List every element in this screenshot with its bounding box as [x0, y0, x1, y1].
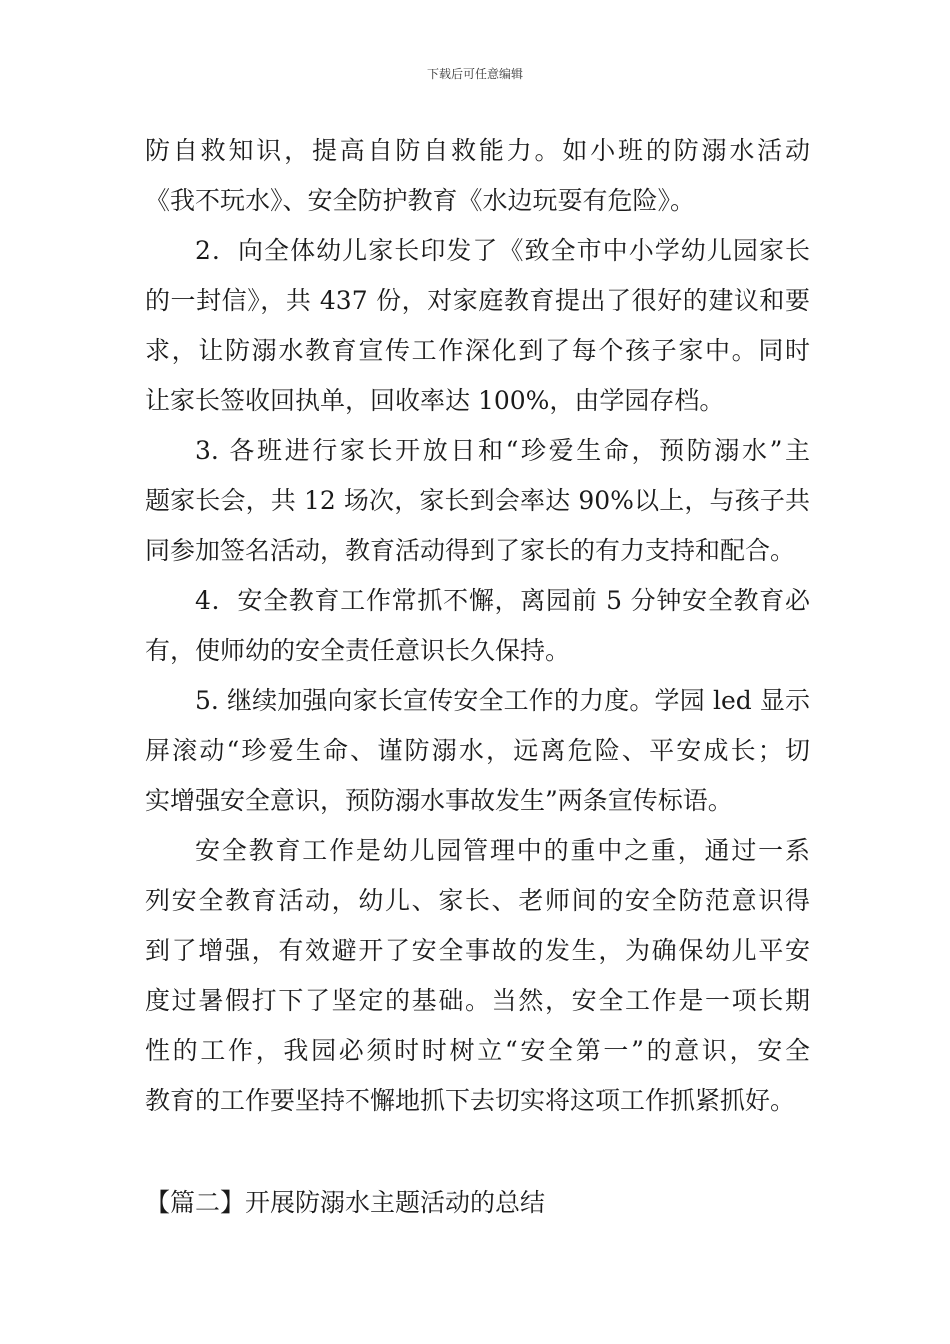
paragraph-line: 性的工作，我园必须时时树立“安全第一”的意识，安全 — [145, 1036, 810, 1065]
paragraph-line: 列安全教育活动，幼儿、家长、老师间的安全防范意识得 — [145, 886, 810, 915]
paragraph-line: 的一封信》，共 437 份，对家庭教育提出了很好的建议和要 — [145, 286, 810, 315]
paragraph-line: 到了增强，有效避开了安全事故的发生，为确保幼儿平安 — [145, 936, 810, 965]
paragraph-line: 教育的工作要坚持不懈地抓下去切实将这项工作抓紧抓好。 — [145, 1086, 796, 1115]
paragraph-line: 《我不玩水》、安全防护教育《水边玩耍有危险》。 — [145, 186, 696, 215]
paragraph-line: 5. 继续加强向家长宣传安全工作的力度。学园 led 显示 — [195, 686, 810, 715]
paragraph-line: 防自救知识，提高自防自救能力。如小班的防溺水活动 — [145, 136, 810, 165]
paragraph-line: 同参加签名活动，教育活动得到了家长的有力支持和配合。 — [145, 536, 796, 565]
section-spacer — [145, 1126, 810, 1178]
paragraph-line: 屏滚动“珍爱生命、谨防溺水，远离危险、平安成长；切 — [145, 736, 810, 765]
paragraph-line: 2．向全体幼儿家长印发了《致全市中小学幼儿园家长 — [195, 236, 810, 265]
paragraph-line: 让家长签收回执单，回收率达 100%，由学园存档。 — [145, 386, 725, 415]
paragraph-line: 有，使师幼的安全责任意识长久保持。 — [145, 636, 571, 665]
document-body — [145, 126, 810, 1228]
paragraph-line: 安全教育工作是幼儿园管理中的重中之重，通过一系 — [195, 836, 810, 865]
page-header-note: 下载后可任意编辑 — [426, 67, 523, 81]
paragraph-line: 度过暑假打下了坚定的基础。当然，安全工作是一项长期 — [145, 986, 810, 1015]
section-title: 【篇二】开展防溺水主题活动的总结 — [145, 1188, 546, 1217]
paragraph-line: 4．安全教育工作常抓不懈，离园前 5 分钟安全教育必 — [195, 586, 810, 615]
paragraph-line: 实增强安全意识，预防溺水事故发生”两条宣传标语。 — [145, 786, 733, 815]
paragraph-line: 求，让防溺水教育宣传工作深化到了每个孩子家中。同时 — [145, 336, 810, 365]
paragraph-line: 题家长会，共 12 场次，家长到会率达 90%以上，与孩子共 — [145, 486, 810, 515]
paragraph-line: 3. 各班进行家长开放日和“珍爱生命，预防溺水”主 — [195, 436, 810, 465]
